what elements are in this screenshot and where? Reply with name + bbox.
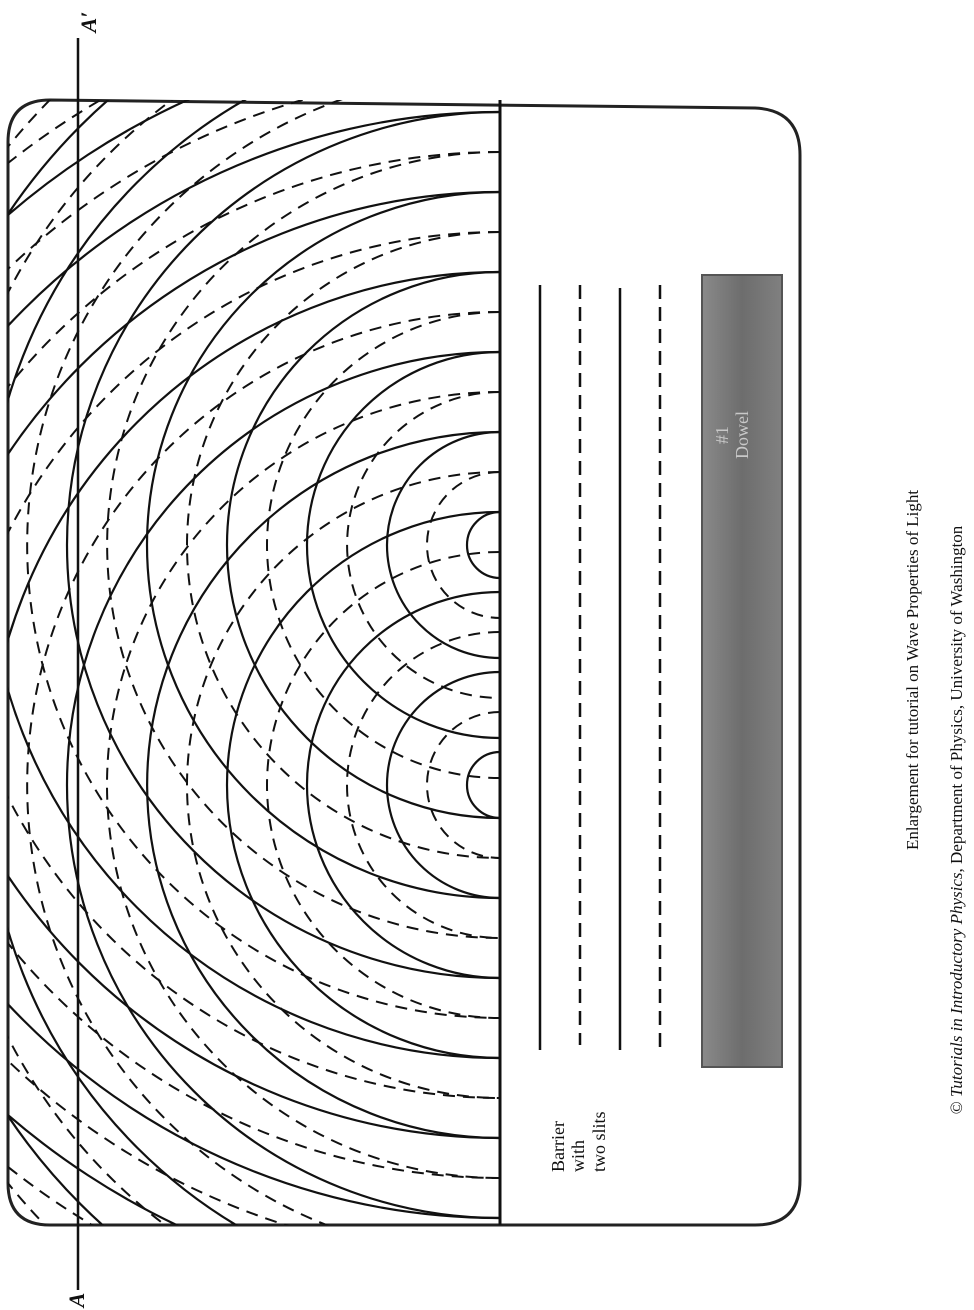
wave-trough [0, 0, 500, 1178]
caption-title: Enlargement for tutorial on Wave Properties of Light [903, 489, 922, 851]
barrier-label-line2: with [568, 1139, 588, 1172]
caption-copyright-prefix: © [947, 1097, 966, 1115]
wave-crest [0, 32, 500, 1058]
caption-copyright-suffix: , Department of Physics, University of Washington [947, 525, 966, 873]
a-label: A [64, 1292, 89, 1308]
wave-trough [0, 0, 500, 1098]
wave-crest [387, 432, 500, 658]
dowel-word: Dowel [732, 411, 752, 459]
wave-trough [187, 472, 500, 1098]
caption-copyright-book: Tutorials in Introductory Physics [947, 872, 966, 1098]
wave-crest [0, 0, 500, 1138]
wave-crest [307, 592, 500, 978]
wave-crest [467, 512, 500, 578]
wave-crest [387, 672, 500, 898]
caption [903, 490, 966, 1115]
wave-crest [307, 352, 500, 738]
wave-trough [187, 232, 500, 858]
wave-trough [0, 152, 500, 1310]
dowel [702, 275, 782, 1067]
a-prime-label: A′ [76, 11, 101, 33]
caption-copyright [947, 525, 966, 1114]
barrier-label-line3: two slits [589, 1111, 609, 1172]
barrier-label-line1: Barrier [548, 1121, 568, 1172]
wave-trough [267, 312, 500, 778]
wave-crest [0, 272, 500, 1298]
barrier-label [548, 1111, 609, 1172]
wave-trough [267, 552, 500, 1018]
wave-crest [147, 432, 500, 1138]
wave-trough [0, 232, 500, 1310]
wave-trough [27, 72, 500, 1018]
wave-crest [67, 352, 500, 1218]
wave-crest [147, 192, 500, 898]
wave-crest [467, 752, 500, 818]
wave-crest [67, 112, 500, 978]
wave-crest [0, 192, 500, 1310]
wave-trough [27, 312, 500, 1258]
incident-wave-lines [540, 285, 660, 1050]
dowel-number: #1 [712, 426, 732, 444]
